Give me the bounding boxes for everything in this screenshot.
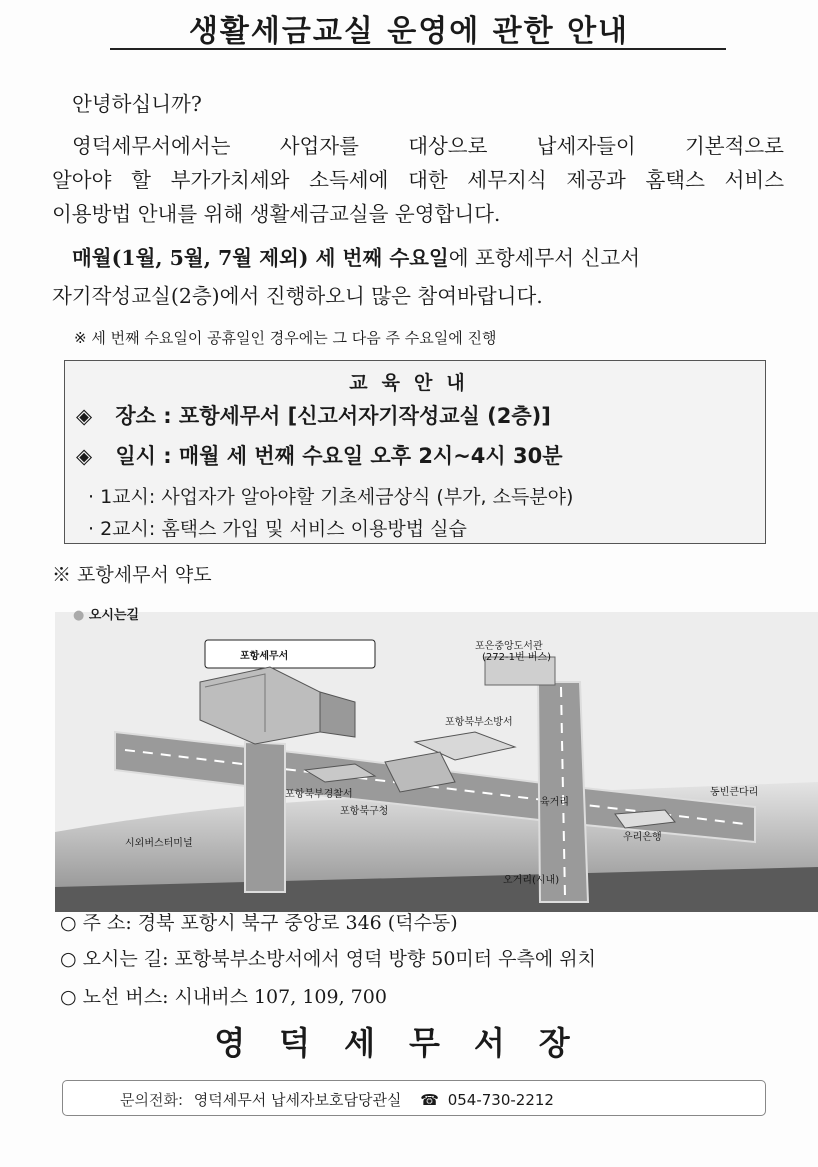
directions-row: ○ 오시는 길: 포항북부소방서에서 영덕 방향 50미터 우측에 위치 — [60, 948, 596, 970]
education-period-1: · 1교시: 사업자가 알아야할 기초세금상식 (부가, 소득분야) — [88, 486, 574, 508]
map-label-ogeori: 오거리(시내) — [503, 875, 560, 886]
contact-dept: 영덕세무서 납세자보호담당관실 — [193, 1091, 402, 1109]
phone-icon: ☎ — [420, 1091, 439, 1109]
schedule-bold: 매월(1월, 5월, 7월 제외) 세 번째 수요일 — [72, 246, 449, 270]
contact-label: 문의전화: — [120, 1091, 184, 1109]
contact-phone: 054-730-2212 — [447, 1091, 554, 1109]
map-label-ward: 포항북구청 — [340, 806, 389, 817]
intro-line-2: 알아야 할 부가가치세와 소득세에 대한 세무지식 제공과 홈택스 서비스 — [52, 168, 784, 192]
page-title: 생활세금교실 운영에 관한 안내 — [188, 14, 630, 49]
education-time — [76, 440, 563, 470]
title-underline — [110, 48, 726, 50]
map-label-office: 포항세무서 — [240, 651, 289, 662]
map-label-police: 포항북부경찰서 — [285, 789, 353, 800]
map-label-fire-station: 포항북부소방서 — [445, 717, 513, 728]
education-period-2: · 2교시: 홈택스 가입 및 서비스 이용방법 실습 — [88, 518, 467, 540]
education-time-text: 일시 : 매월 세 번째 수요일 오후 2시~4시 30분 — [115, 444, 563, 468]
holiday-note: ※ 세 번째 수요일이 공휴일인 경우에는 그 다음 주 수요일에 진행 — [74, 329, 497, 347]
education-place — [76, 400, 551, 430]
signature: 영덕세무서장 — [214, 1024, 604, 1062]
contact-line — [120, 1089, 554, 1110]
diamond-bullet-icon: ◈ — [76, 404, 93, 428]
location-map — [55, 592, 818, 912]
map-label-library-sub: (272-1번 버스) — [482, 652, 552, 663]
directions-label — [73, 604, 139, 623]
map-label-crossroad: 육거리 — [540, 797, 569, 808]
bus-row: ○ 노선 버스: 시내버스 107, 109, 700 — [60, 986, 387, 1008]
greeting: 안녕하십니까? — [72, 92, 202, 116]
diamond-bullet-icon: ◈ — [76, 444, 93, 468]
map-label-bank: 우리은행 — [623, 832, 662, 843]
education-heading: 교육안내 — [349, 372, 479, 394]
map-label-terminal: 시외버스터미널 — [125, 838, 193, 849]
map-section-title: ※ 포항세무서 약도 — [52, 564, 212, 586]
schedule-line-1 — [72, 240, 784, 276]
dot-icon: ● — [73, 608, 85, 623]
address-row: ○ 주 소: 경북 포항시 북구 중앙로 346 (덕수동) — [60, 912, 458, 934]
schedule-rest: 에 포항세무서 신고서 — [448, 246, 640, 270]
map-label-dongbin: 동빈큰다리 — [710, 787, 759, 798]
education-place-text: 장소 : 포항세무서 [신고서자기작성교실 (2층)] — [115, 404, 551, 428]
intro-line-1: 영덕세무서에서는 사업자를 대상으로 납세자들이 기본적으로 — [72, 134, 784, 158]
directions-label-text: 오시는길 — [88, 608, 140, 623]
schedule-line-2: 자기작성교실(2층)에서 진행하오니 많은 참여바랍니다. — [52, 284, 543, 308]
intro-line-3: 이용방법 안내를 위해 생활세금교실을 운영합니다. — [52, 202, 501, 226]
map-label-library: 포은중앙도서관 — [475, 641, 543, 652]
map-drawing — [55, 592, 818, 912]
